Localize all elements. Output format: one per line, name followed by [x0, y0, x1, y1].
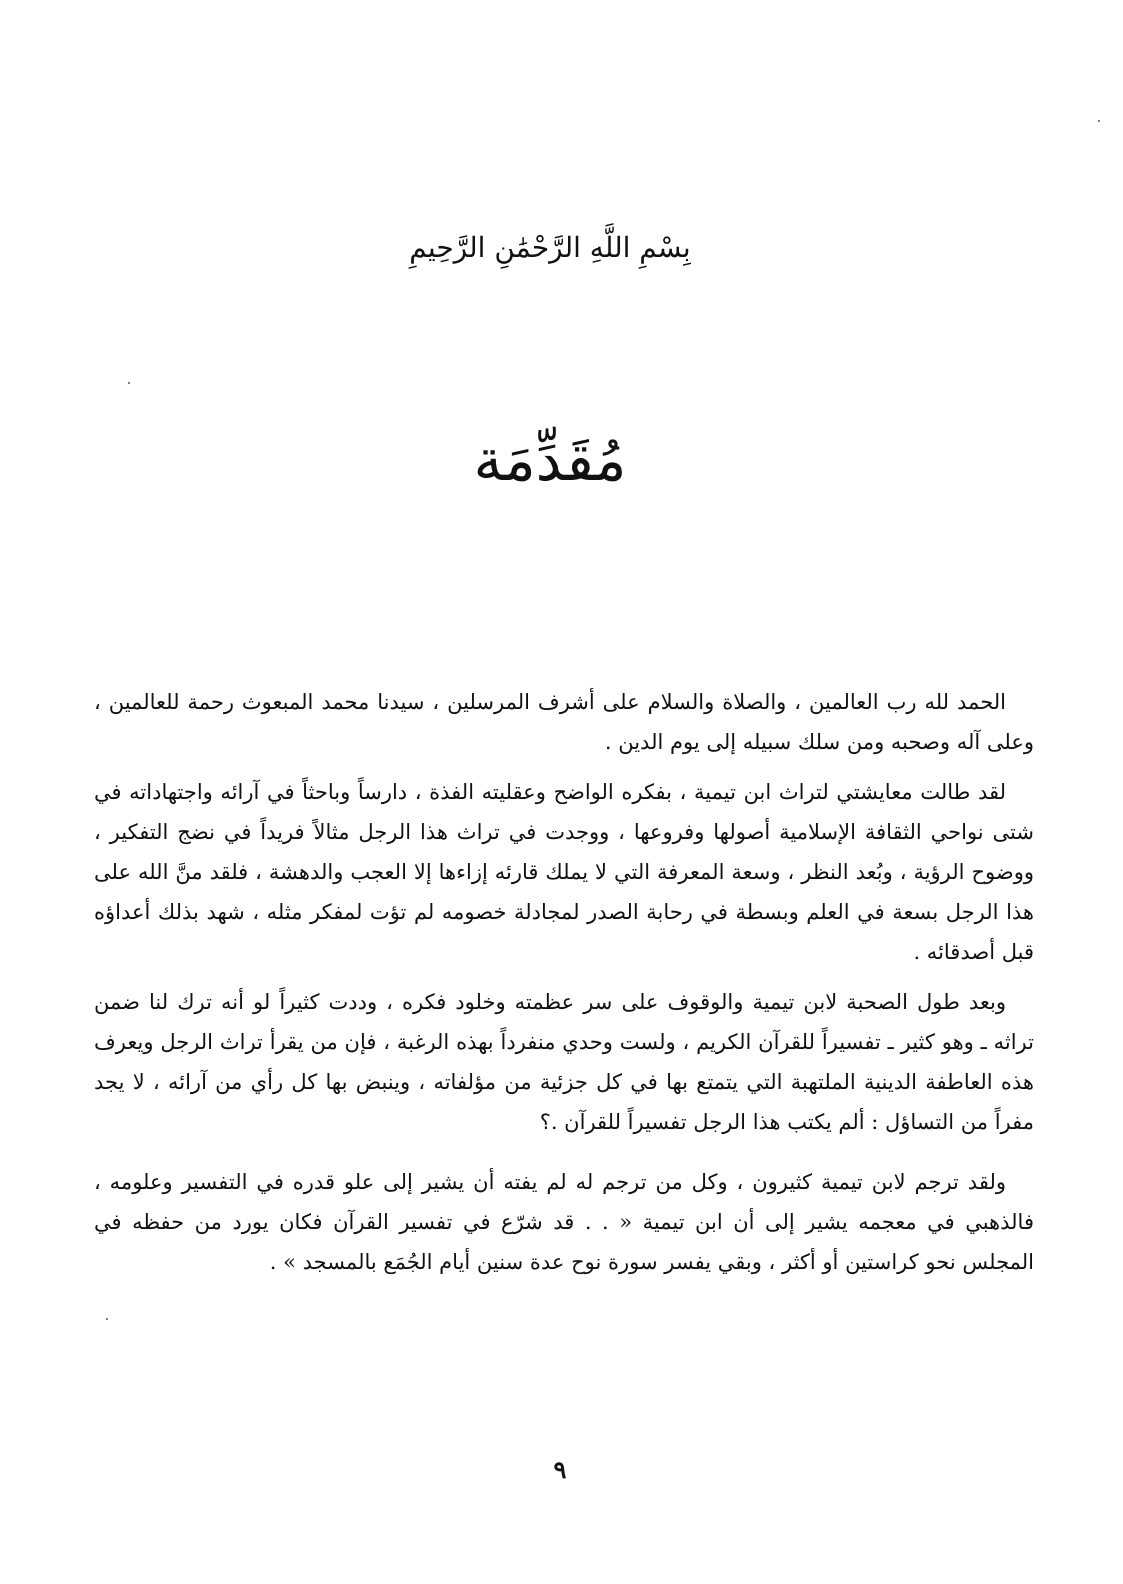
paragraph: ولقد ترجم لابن تيمية كثيرون ، وكل من ترجم له لم يفته أن يشير إلى علو قدره في التفسير وعلومه ، فالذهبي في معجمه يشير إلى أن ابن تيمية « . . قد شرّع في تفسير القرآن فكان يورد من حفظه في المجلس نحو كراستين أو أكثر ، وبقي يفسر سورة نوح عدة سنين أيام الجُمَع بالمسجد » .: [94, 1170, 1034, 1274]
paragraph: وبعد طول الصحبة لابن تيمية والوقوف على سر عظمته وخلود فكره ، وددت كثيراً لو أنه ترك لنا ضمن تراثه ـ وهو كثير ـ تفسيراً للقرآن الكريم ، ولست وحدي منفرداً بهذه الرغبة ، فإن من يقرأ تراث الرجل ويعرف هذه العاطفة الدينية الملتهبة التي يتمتع بها في كل جزئية من مؤلفاته ، وينبض بها كل رأي من آرائه ، لا يجد مفراً من التساؤل : ألم يكتب هذا الرجل تفسيراً للقرآن .؟: [94, 990, 1034, 1134]
basmala: بِسْمِ اللَّهِ الرَّحْمَٰنِ الرَّحِيمِ: [409, 231, 691, 264]
chapter-heading: مُقَدِّمَة: [473, 426, 627, 494]
scan-speck: [128, 382, 130, 384]
scan-speck: [1098, 120, 1100, 122]
paragraph: الحمد لله رب العالمين ، والصلاة والسلام على أشرف المرسلين ، سيدنا محمد المبعوث رحمة للعالمين ، وعلى آله وصحبه ومن سلك سبيله إلى يوم الدين .: [94, 690, 1034, 754]
paragraph: لقد طالت معايشتي لتراث ابن تيمية ، بفكره الواضح وعقليته الفذة ، دارساً وباحثاً في آرائه واجتهاداته في شتى نواحي الثقافة الإسلامية أصولها وفروعها ، ووجدت في تراث هذا الرجل مثالاً فريداً في نضج التفكير ، ووضوح الرؤية ، وبُعد النظر ، وسعة المعرفة التي لا يملك قارئه إزاءها إلا العجب والدهشة ، فلقد منَّ الله على هذا الرجل بسعة في العلم وبسطة في رحابة الصدر لمجادلة خصومه لم تؤت لمفكر مثله ، شهد بذلك أعداؤه قبل أصدقائه .: [94, 780, 1034, 964]
page-number: ٩: [553, 1455, 567, 1484]
body-text: [94, 682, 1034, 1282]
scan-speck: [106, 1318, 108, 1320]
